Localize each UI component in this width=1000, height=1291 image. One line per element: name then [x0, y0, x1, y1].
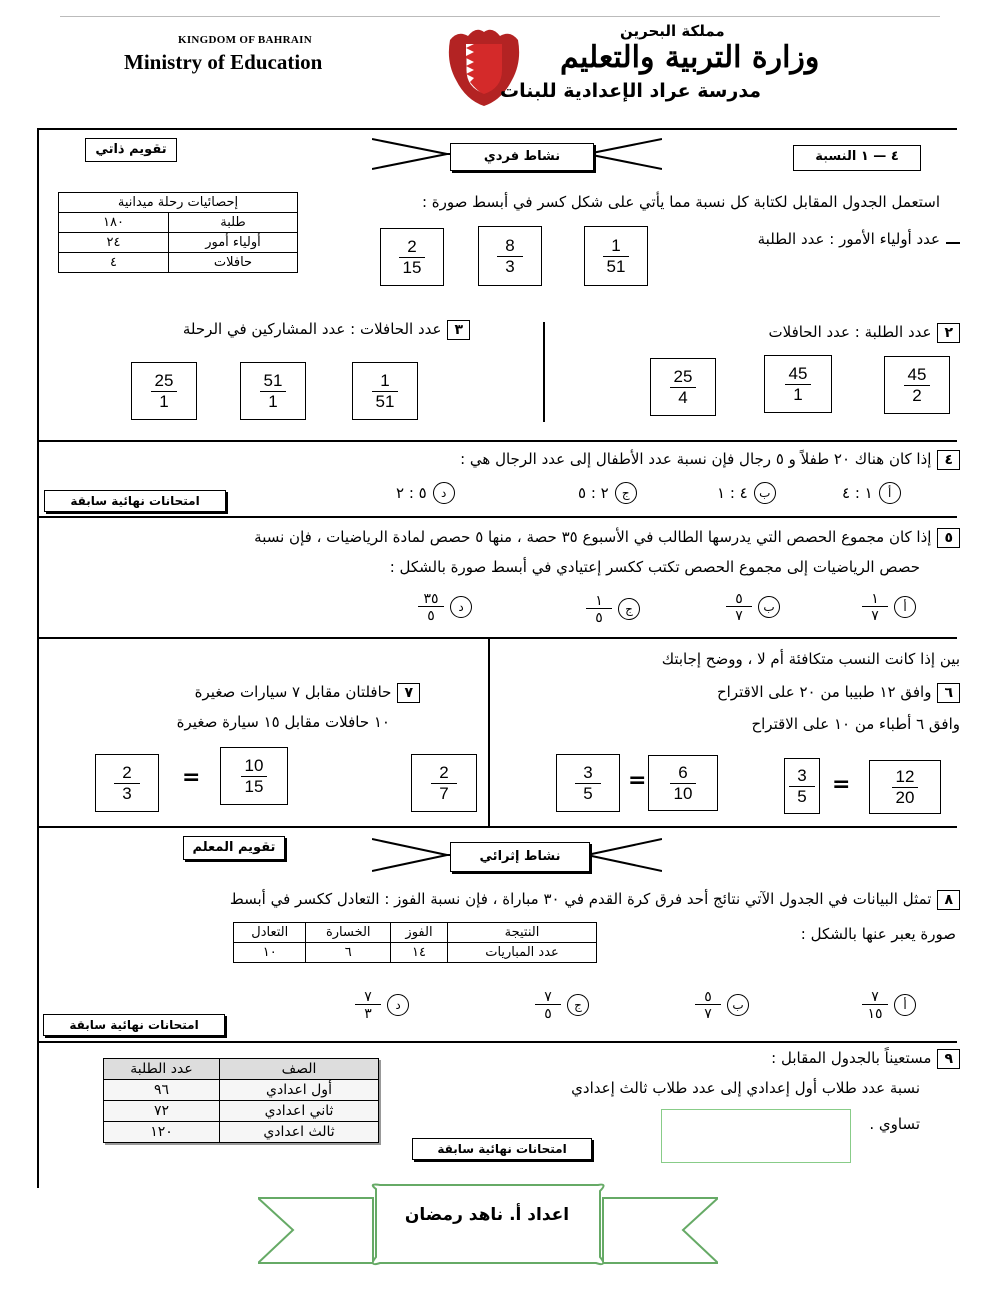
q3-opt2-den: 1: [268, 391, 278, 411]
q2-option-3[interactable]: [650, 358, 716, 416]
q1-opt1-den: 51: [606, 256, 626, 276]
q7-pb-num: 2: [114, 763, 140, 784]
q7-frac-10-15[interactable]: [220, 747, 288, 805]
top-rule: [60, 16, 940, 17]
q5-choice-a[interactable]: [862, 590, 916, 623]
q4-text: [300, 450, 960, 470]
q5-d-den: ٥: [427, 607, 435, 624]
q1-option-1[interactable]: [584, 226, 648, 286]
q8-c-num: ٧: [535, 988, 561, 1005]
q6-line1-text: وافق ١٢ طبيبا من ٢٠ على الاقتراح: [716, 683, 932, 701]
q4-choice-a[interactable]: [842, 482, 901, 504]
q3-opt1-den: 51: [375, 391, 395, 411]
q1-number: [946, 242, 960, 244]
q3-option-2[interactable]: [240, 362, 306, 420]
ministry-ar: وزارة التربية والتعليم: [560, 40, 820, 75]
q4-choice-d-letter: د: [433, 482, 455, 504]
q6-p1a-den: 20: [895, 787, 915, 807]
q1-opt1-num: 1: [603, 236, 629, 257]
q3-opt1-num: 1: [372, 371, 398, 392]
school-ar: مدرسة عراد الإعدادية للبنات: [500, 80, 762, 102]
q8-b-den: ٧: [704, 1005, 712, 1022]
q8-choice-b[interactable]: [695, 988, 749, 1021]
q8-r-win: ١٤: [391, 943, 448, 963]
stats-label-1: طلبة: [169, 213, 298, 233]
q4-choice-a-text: ١ : ٤: [842, 484, 873, 502]
stats-value-3: ٤: [59, 253, 169, 273]
q6-p1a-num: 12: [892, 767, 918, 788]
q2-opt2-den: 1: [793, 384, 803, 404]
q2-option-1[interactable]: [884, 356, 950, 414]
q9-r3-count: ١٢٠: [104, 1122, 220, 1143]
q8-r-draw: ١٠: [234, 943, 306, 963]
q9-line3: تساوي .: [869, 1115, 920, 1133]
q8-h-result: النتيجة: [448, 923, 597, 943]
self-assessment-badge: تقويم ذاتي: [85, 138, 177, 162]
activity-label: نشاط فردي: [450, 143, 594, 171]
q8-choice-c-letter: ج: [567, 994, 589, 1016]
q9-class-table: [103, 1058, 379, 1143]
q6-frac-12-20[interactable]: [869, 760, 941, 814]
kingdom-en: KINGDOM OF BAHRAIN: [178, 34, 312, 46]
q6-q7-divider: [488, 637, 490, 827]
q6-frac-3-5-a[interactable]: [784, 758, 820, 814]
q5-line2: حصص الرياضيات إلى مجموع الحصص تكتب ككسر إعتيادي في أبسط صورة بالشكل :: [389, 558, 920, 576]
q8-line1-text: تمثل البيانات في الجدول الآتي نتائج أحد فرق كرة القدم في ٣٠ مباراة ، فإن نسبة الفوز : التعادل ككسر في أبسط: [229, 890, 932, 908]
q2-number: ٢: [937, 323, 960, 343]
q2-opt1-num: 45: [904, 365, 930, 386]
q7-pb-den: 3: [122, 783, 132, 803]
q4-choice-c-text: ٢ : ٥: [578, 484, 609, 502]
instruction-text: استعمل الجدول المقابل لكتابة كل نسبة مما يأتي على شكل كسر في أبسط صورة :: [421, 193, 940, 211]
q5-c-den: ٥: [595, 609, 603, 626]
q3-number: ٣: [447, 320, 470, 340]
q6-top-rule: [37, 637, 957, 639]
q8-choice-c[interactable]: [535, 988, 589, 1021]
q6-p2b-den: 5: [583, 783, 593, 803]
q9-r1-class: أول اعدادي: [220, 1080, 379, 1101]
q5-choice-b-letter: ب: [758, 596, 780, 618]
enrichment-activity-label: نشاط إثرائي: [450, 842, 590, 872]
q4-choice-c-letter: ج: [615, 482, 637, 504]
q8-choice-b-letter: ب: [727, 994, 749, 1016]
q1-label: عدد أولياء الأمور : عدد الطلبة: [757, 230, 940, 248]
q5-choice-a-letter: أ: [894, 596, 916, 618]
q9-r2-count: ٧٢: [104, 1101, 220, 1122]
q6-intro: بين إذا كانت النسب متكافئة أم لا ، ووضح إجابتك: [661, 650, 960, 668]
q7-equals: =: [182, 765, 201, 790]
q8-choice-a[interactable]: [862, 988, 916, 1021]
q4-label: إذا كان هناك ٢٠ طفلاً و ٥ رجال فإن نسبة عدد الأطفال إلى عدد الرجال هي :: [460, 450, 932, 468]
q5-a-num: ١: [862, 590, 888, 607]
q5-a-den: ٧: [871, 607, 879, 624]
q1-opt3-den: 15: [402, 257, 422, 277]
q1-opt2-num: 8: [497, 236, 523, 257]
q5-choice-c[interactable]: [586, 592, 640, 625]
q4-choice-c[interactable]: [578, 482, 637, 504]
q8-number: ٨: [937, 890, 960, 910]
q7-single-num: 2: [431, 763, 457, 784]
q6-number: ٦: [937, 683, 960, 703]
q9-answer-box[interactable]: [661, 1109, 851, 1163]
q6-frac-6-10[interactable]: [648, 755, 718, 811]
q8-results-table: [233, 922, 597, 963]
q2-option-2[interactable]: [764, 355, 832, 413]
q5-line1: [40, 528, 960, 548]
stats-label-3: حافلات: [169, 253, 298, 273]
q6-p1b-den: 5: [797, 786, 807, 806]
q5-choice-d-letter: د: [450, 596, 472, 618]
q5-number: ٥: [937, 528, 960, 548]
q8-a-den: ١٥: [867, 1005, 883, 1022]
q7-single-den: 7: [439, 783, 449, 803]
q7-pa-den: 15: [244, 776, 264, 796]
q9-h-count: عدد الطلبة: [104, 1059, 220, 1080]
stats-table: [58, 192, 298, 273]
q5-line1-text: إذا كان مجموع الحصص التي يدرسها الطالب في الأسبوع ٣٥ حصة ، منها ٥ حصص لمادة الرياضيات ، فإن نسبة: [254, 528, 932, 546]
q1-text: [650, 230, 960, 248]
q8-choice-d-letter: د: [387, 994, 409, 1016]
stats-value-1: ١٨٠: [59, 213, 169, 233]
q4-tag: امتحانات نهائية سابقة: [44, 490, 226, 512]
q3-opt3-den: 1: [159, 391, 169, 411]
q8-choice-d[interactable]: [355, 988, 409, 1021]
q1-opt2-den: 3: [505, 256, 515, 276]
q2-opt3-num: 25: [670, 367, 696, 388]
q5-top-rule: [37, 516, 957, 518]
q9-number: ٩: [937, 1049, 960, 1069]
q4-choice-d-text: ٥ : ٢: [396, 484, 427, 502]
q4-choice-d[interactable]: [396, 482, 455, 504]
q7-pa-num: 10: [241, 756, 267, 777]
q9-line2: نسبة عدد طلاب أول إعدادي إلى عدد طلاب ثالث إعدادي: [571, 1079, 920, 1097]
q5-b-num: ٥: [726, 590, 752, 607]
q4-choice-b-letter: ب: [754, 482, 776, 504]
frame-left: [37, 128, 39, 1188]
lesson-label: ٤ — ١ النسبة: [793, 145, 921, 171]
q3-option-3[interactable]: [131, 362, 197, 420]
q8-a-num: ٧: [862, 988, 888, 1005]
q8-line2: صورة يعبر عنها بالشكل :: [800, 925, 956, 943]
kingdom-ar: مملكة البحرين: [620, 22, 725, 40]
q8-r-loss: ٦: [306, 943, 391, 963]
frame-top: [37, 128, 957, 130]
q2-opt1-den: 2: [912, 385, 922, 405]
ministry-en: Ministry of Education: [124, 50, 323, 74]
q4-choice-b[interactable]: [717, 482, 776, 504]
q6-frac-3-5-b[interactable]: [556, 754, 620, 812]
q7-number: ٧: [397, 683, 420, 703]
q3-opt3-num: 25: [151, 371, 177, 392]
q9-line1-text: مستعيناً بالجدول المقابل :: [771, 1049, 932, 1067]
q5-choice-d[interactable]: [418, 590, 472, 623]
footer-ribbon: [258, 1183, 718, 1283]
q8-h-win: الفوز: [391, 923, 448, 943]
q5-choice-b[interactable]: [726, 590, 780, 623]
teacher-assessment-badge: تقويم المعلم: [183, 836, 285, 860]
q3-option-1[interactable]: [352, 362, 418, 420]
stats-table-title: إحصائيات رحلة ميدانية: [59, 193, 298, 213]
author-credit: اعداد أ. ناهد رمضان: [404, 1205, 570, 1225]
q8-tag: امتحانات نهائية سابقة: [43, 1014, 225, 1036]
q9-r3-class: ثالث اعدادي: [220, 1122, 379, 1143]
q5-choice-c-letter: ج: [618, 598, 640, 620]
q3-opt2-num: 51: [260, 371, 286, 392]
q1-opt3-num: 2: [399, 237, 425, 258]
q8-d-den: ٣: [364, 1005, 372, 1022]
q9-r1-count: ٩٦: [104, 1080, 220, 1101]
q6-equals-1: =: [832, 772, 851, 797]
q2-label: عدد الطلبة : عدد الحافلات: [768, 323, 932, 341]
q5-c-num: ١: [586, 592, 612, 609]
q2-q3-divider: [543, 322, 545, 422]
q6-line1: [560, 683, 960, 703]
stats-value-2: ٢٤: [59, 233, 169, 253]
q7-frac-2-3[interactable]: [95, 754, 159, 812]
q6-p2a-den: 10: [673, 783, 693, 803]
q8-c-den: ٥: [544, 1005, 552, 1022]
q8-b-num: ٥: [695, 988, 721, 1005]
q9-line1: [660, 1049, 960, 1069]
q9-r2-class: ثاني اعدادي: [220, 1101, 379, 1122]
q5-b-den: ٧: [735, 607, 743, 624]
q1-option-2[interactable]: [478, 226, 542, 286]
q8-d-num: ٧: [355, 988, 381, 1005]
q8-choice-a-letter: أ: [894, 994, 916, 1016]
q4-number: ٤: [937, 450, 960, 470]
q7-single-frac[interactable]: [411, 754, 477, 812]
q2-opt3-den: 4: [678, 387, 688, 407]
q6-equals-2: =: [628, 768, 647, 793]
q3-text: [90, 320, 470, 340]
q6-p2a-num: 6: [670, 763, 696, 784]
q6-p2b-num: 3: [575, 763, 601, 784]
q8-r-label: عدد المباريات: [448, 943, 597, 963]
q5-d-num: ٣٥: [418, 590, 444, 607]
stats-label-2: أولياء أمور: [169, 233, 298, 253]
q7-line2: ١٠ حافلات مقابل ١٥ سيارة صغيرة: [176, 713, 390, 731]
q2-opt2-num: 45: [785, 364, 811, 385]
q9-h-class: الصف: [220, 1059, 379, 1080]
q6-line2: وافق ٦ أطباء من ١٠ على الاقتراح: [751, 715, 960, 733]
q4-top-rule: [37, 440, 957, 442]
q8-line1: [40, 890, 960, 910]
q3-label: عدد الحافلات : عدد المشاركين في الرحلة: [182, 320, 442, 338]
q4-choice-b-text: ٤ : ١: [717, 484, 748, 502]
q7-line1-text: حافلتان مقابل ٧ سيارات صغيرة: [194, 683, 392, 701]
q2-text: [660, 323, 960, 343]
q7-line1: [100, 683, 420, 703]
q1-option-3[interactable]: [380, 228, 444, 286]
q9-top-rule: [37, 1041, 957, 1043]
q8-h-draw: التعادل: [234, 923, 306, 943]
q6-p1b-num: 3: [789, 766, 815, 787]
q9-tag: امتحانات نهائية سابقة: [412, 1138, 592, 1160]
section2-top-rule: [37, 826, 957, 828]
q8-h-loss: الخسارة: [306, 923, 391, 943]
q4-choice-a-letter: أ: [879, 482, 901, 504]
